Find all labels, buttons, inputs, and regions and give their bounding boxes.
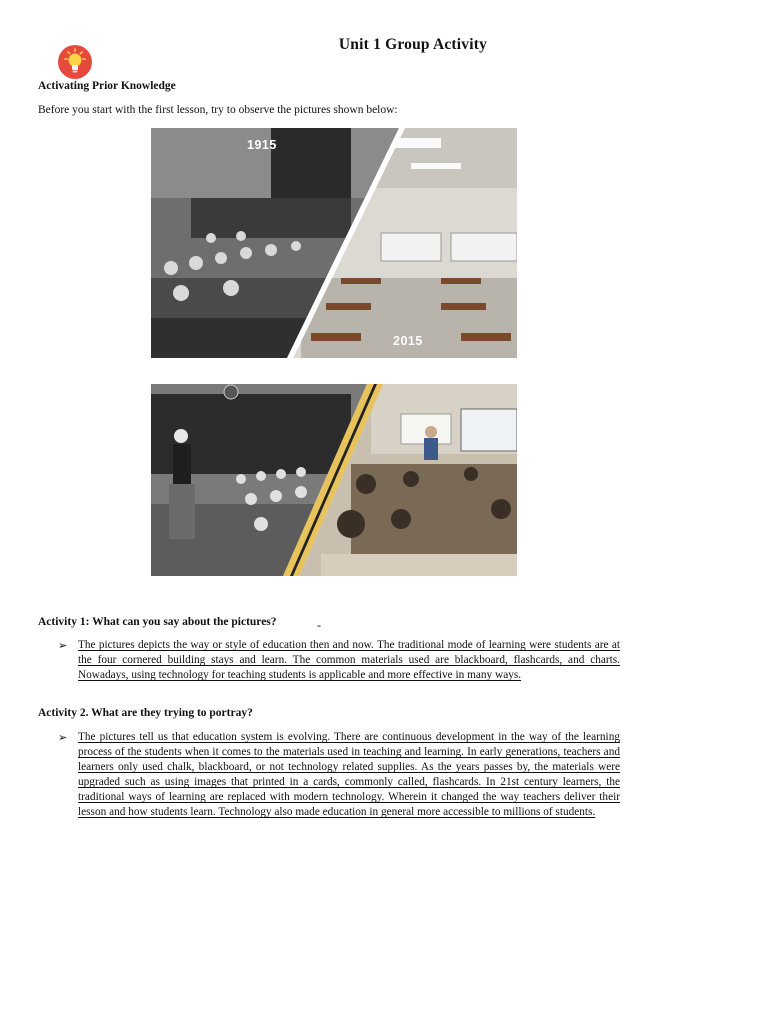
arrow-bullet-icon: ➢ — [58, 640, 68, 652]
classroom-comparison-photo-1 — [151, 128, 517, 358]
section-heading: Activating Prior Knowledge — [38, 80, 176, 92]
activity1-answer: The pictures depicts the way or style of education then and now. The traditional mode of learning were students are at the four cornered building stays and learn. The common materials used are blackboard, flashcards, and charts. Nowadays, using technology for teaching students is applicable and more effective in many ways. — [78, 639, 620, 682]
page-title: Unit 1 Group Activity — [338, 36, 488, 53]
activity2-question: Activity 2. What are they trying to portray? — [38, 707, 253, 719]
classroom-comparison-photo-2 — [151, 384, 517, 576]
year-label-right: 2015 — [393, 334, 423, 348]
year-label-left: 1915 — [247, 138, 277, 152]
activity2-answer: The pictures tell us that education system is evolving. There are continuous development in the way of the learning process of the students when it comes to the materials used in teaching and learning. In early generations, teachers and learners only used chalk, blackboard, or not technology related supplies. As the years passes by, the materials were upgraded such as using images that printed in a cards, commonly called, flashcards. In 21st century learners, the traditional ways of learning are replaced with modern technology. Wherein it changed the way teachers deliver their lesson and how students learn. Technology also made education in general more accessible to millions of students. — [78, 731, 620, 819]
activity1-question: Activity 1: What can you say about the pictures? — [38, 616, 277, 628]
stray-mark: - — [317, 618, 321, 632]
intro-text: Before you start with the first lesson, try to observe the pictures shown below: — [38, 104, 398, 116]
arrow-bullet-icon: ➢ — [58, 732, 68, 744]
